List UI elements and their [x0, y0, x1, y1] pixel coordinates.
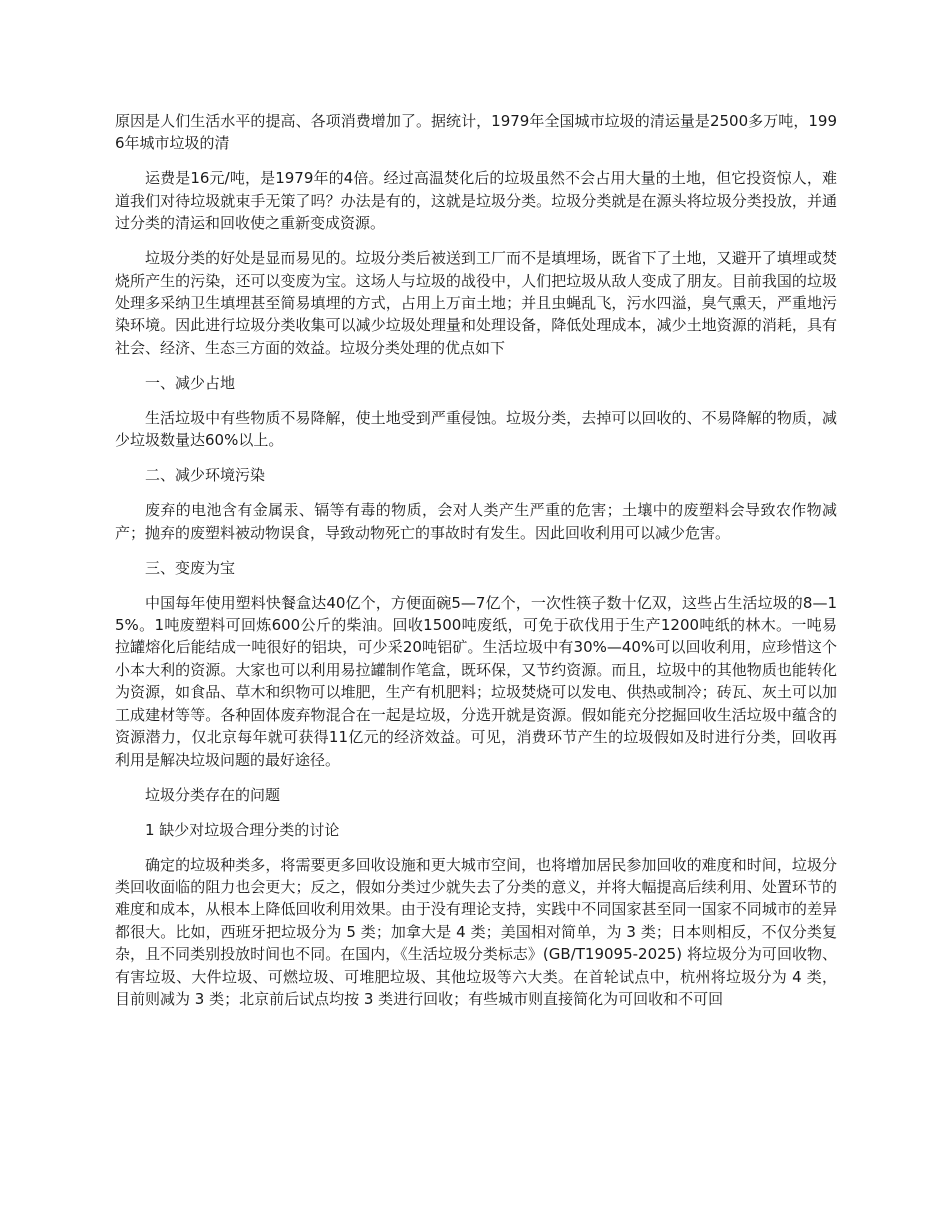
heading-waste-to-treasure: 三、变废为宝 — [145, 558, 236, 577]
paragraph-reduce-pollution: 废弃的电池含有金属汞、镉等有毒的物质，会对人类产生严重的危害；土壤中的废塑料会导致农作物减产；抛弃的废塑料被动物误食，导致动物死亡的事故时有发生。因此回收利用可以减少危害。 — [115, 501, 837, 542]
heading-reduce-pollution: 二、减少环境污染 — [145, 466, 266, 485]
paragraph-waste-to-treasure: 中国每年使用塑料快餐盒达40亿个，方便面碗5—7亿个，一次性筷子数十亿双，这些占生活垃圾的8—15%。1吨废塑料可回炼600公斤的柴油。回收1500吨废纸，可免于砍伐用于生产1200吨纸的林木。一吨易拉罐熔化后能结成一吨很好的铝块，可少采20吨铝矿。生活垃圾中有30%—40%可以回收利用，应珍惜这个小本大利的资源。大家也可以利用易拉罐制作笔盒，既环保，又节约资源。而且，垃圾中的其他物质也能转化为资源，如食品、草木和织物可以堆肥，生产有机肥料；垃圾焚烧可以发电、供热或制冷；砖瓦、灰土可以加工成建材等等。各种固体废弃物混合在一起是垃圾，分选开就是资源。假如能充分挖掘回收生活垃圾中蕴含的资源潜力，仅北京每年就可获得11亿元的经济效益。可见，消费环节产生的垃圾假如及时进行分类，回收再利用是解决垃圾问题的最好途径。 — [115, 593, 837, 769]
paragraph-opening: 原因是人们生活水平的提高、各项消费增加了。据统计，1979年全国城市垃圾的清运量是2500多万吨，1996年城市垃圾的清 — [115, 112, 837, 153]
paragraph-reduce-land: 生活垃圾中有些物质不易降解，使土地受到严重侵蚀。垃圾分类，去掉可以回收的、不易降解的物质，减少垃圾数量达60%以上。 — [115, 408, 837, 450]
paragraph-benefits: 垃圾分类的好处是显而易见的。垃圾分类后被送到工厂而不是填埋场，既省下了土地，又避开了填埋或焚烧所产生的污染，还可以变废为宝。这场人与垃圾的战役中，人们把垃圾从敌人变成了朋友。目前我国的垃圾处理多采纳卫生填埋甚至简易填埋的方式，占用上万亩土地；并且虫蝇乱飞，污水四溢，臭气熏天，严重地污染环境。因此进行垃圾分类收集可以减少垃圾处理量和处理设备，降低处理成本，减少土地资源的消耗，具有社会、经济、生态三方面的效益。垃圾分类处理的优点如下 — [115, 249, 837, 357]
paragraph-problem-1: 确定的垃圾种类多，将需要更多回收设施和更大城市空间，也将增加居民参加回收的难度和时间，垃圾分类回收面临的阻力也会更大；反之，假如分类过少就失去了分类的意义，并将大幅提高后续利用、处置环节的难度和成本，从根本上降低回收利用效果。由于没有理论支持，实践中不同国家甚至同一国家不同城市的差异都很大。比如，西班牙把垃圾分为 5 类；加拿大是 4 类；美国相对简单，为 3 类；日本则相反，不仅分类复杂，且不同类别投放时间也不同。在国内，《生活垃圾分类标志》(GB/T19095-2025) 将垃圾分为可回收物、有害垃圾、大件垃圾、可燃垃圾、可堆肥垃圾、其他垃圾等六大类。在首轮试点中，杭州将垃圾分为 4 类，目前则减为 3 类；北京前后试点均按 3 类进行回收；有些城市则直接简化为可回收和不可回 — [115, 855, 837, 1008]
heading-problem-1: 1 缺少对垃圾合理分类的讨论 — [145, 820, 340, 839]
heading-problems: 垃圾分类存在的问题 — [145, 785, 281, 804]
heading-reduce-land: 一、减少占地 — [145, 373, 236, 392]
document-page — [115, 110, 837, 1023]
paragraph-cost: 运费是16元/吨，是1979年的4倍。经过高温焚化后的垃圾虽然不会占用大量的土地，但它投资惊人，难道我们对待垃圾就束手无策了吗？办法是有的，这就是垃圾分类。垃圾分类就是在源头将垃圾分类投放，并通过分类的清运和回收使之重新变成资源。 — [115, 169, 837, 233]
